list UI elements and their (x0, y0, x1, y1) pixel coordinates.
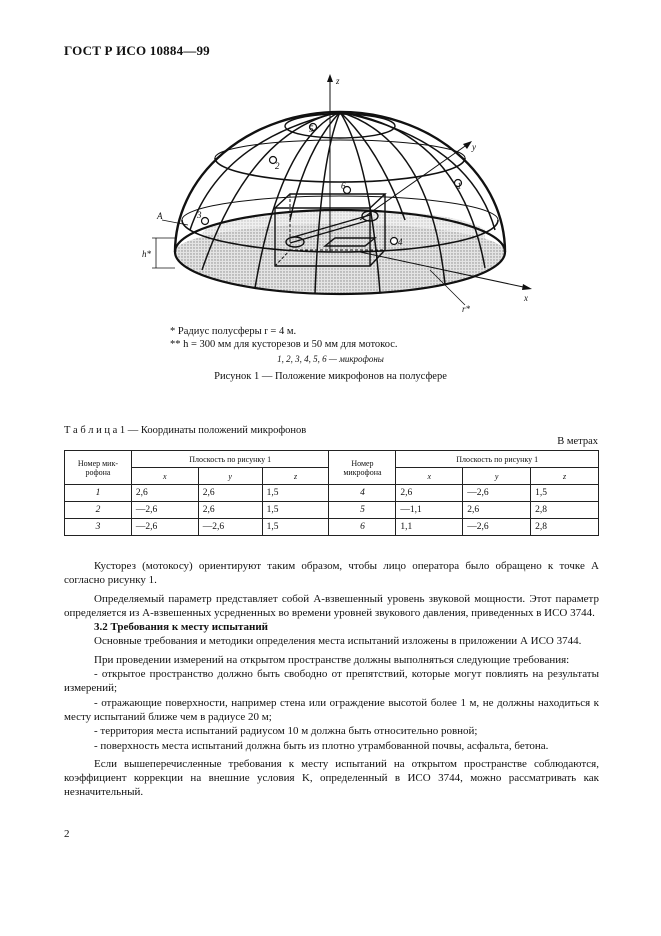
paragraph: Определяемый параметр представляет собой A-взвешенный уровень звуковой мощности. Этот параметр определяется из A-взвешенных усредненных во времени уровней звукового давления, приведенных в ИСО 3744. (64, 592, 599, 619)
cell-mic-2: 6 (329, 519, 396, 536)
cell-y: 2,6 (198, 485, 262, 502)
cell-z-2: 2,8 (531, 502, 599, 519)
table-unit: В метрах (557, 436, 598, 447)
hemisphere-figure (130, 70, 550, 325)
col-mic-header: Номер мик-рофона (65, 451, 132, 485)
col-x: x (131, 468, 198, 485)
figure-legend: 1, 2, 3, 4, 5, 6 — микрофоны (277, 354, 384, 364)
cell-mic: 1 (65, 485, 132, 502)
table-row (65, 485, 599, 502)
list-item: - отражающие поверхности, например стена или ограждение высотой более 1 м, не должны находиться к месту испытаний ближе чем в радиусе 20 м; (64, 696, 599, 723)
table-header-row (65, 451, 599, 468)
list-item: - поверхность места испытаний должна быть из плотно утрамбованной почвы, асфальта, бетона. (94, 739, 549, 752)
coordinates-table (64, 450, 599, 536)
z-axis-arrow (327, 74, 333, 82)
label-mic-2: 2 (275, 161, 280, 171)
cell-x: —2,6 (131, 519, 198, 536)
label-z: z (336, 76, 340, 86)
label-mic-3: 3 (197, 210, 202, 220)
cell-z: 1,5 (262, 485, 329, 502)
cell-mic: 3 (65, 519, 132, 536)
y-axis-arrow (463, 141, 472, 149)
paragraph: Кусторез (мотокосу) ориентируют таким образом, чтобы лицо оператора было обращено к точке A согласно рисунку 1. (64, 560, 599, 587)
note-radius: * Радиус полусферы r = 4 м. (170, 326, 297, 337)
table-row (65, 519, 599, 536)
cell-x-2: —1,1 (396, 502, 463, 519)
label-r: r* (462, 304, 471, 314)
label-mic-1: 1 (457, 181, 462, 191)
cell-mic: 2 (65, 502, 132, 519)
cell-x-2: 2,6 (396, 485, 463, 502)
col-plane-header-2: Плоскость по рисунку 1 (396, 451, 599, 468)
body-text (64, 559, 599, 800)
label-h: h* (142, 249, 151, 259)
cell-z: 1,5 (262, 519, 329, 536)
col-mic-header-2: Номер микрофона (329, 451, 396, 485)
y-axis (360, 144, 468, 220)
cell-x: —2,6 (131, 502, 198, 519)
section-heading: 3.2 Требования к месту испытаний (94, 621, 269, 634)
cell-y-2: —2,6 (463, 519, 531, 536)
label-a: A (157, 211, 163, 221)
paragraph: Основные требования и методики определения места испытаний изложены в приложении А ИСО 3744. (94, 635, 582, 648)
cell-z: 1,5 (262, 502, 329, 519)
paragraph: Если вышеперечисленные требования к месту испытаний на открытом пространстве соблюдаются, коэффициент коррекции на внешние условия K, определенный в ИСО 3744, можно рассматривать как незначительный. (64, 757, 599, 799)
cell-y: —2,6 (198, 519, 262, 536)
cell-mic-2: 4 (329, 485, 396, 502)
table-title: Т а б л и ц а 1 — Координаты положений микрофонов (64, 425, 307, 436)
label-x: x (524, 293, 528, 303)
col-x-2: x (396, 468, 463, 485)
list-item: - открытое пространство должно быть свободно от препятствий, которые могут повлиять на результаты измерений; (64, 668, 599, 695)
cell-z-2: 1,5 (531, 485, 599, 502)
x-axis-arrow (522, 284, 532, 290)
cell-y-2: —2,6 (463, 485, 531, 502)
label-y: y (472, 142, 476, 152)
label-mic-6: 6 (341, 181, 346, 191)
list-item: - территория места испытаний радиусом 10 м должна быть относительно ровной; (94, 725, 478, 738)
label-mic-5: 5 (309, 124, 314, 134)
page-number: 2 (64, 828, 70, 840)
col-z-2: z (531, 468, 599, 485)
document-header: ГОСТ Р ИСО 10884—99 (64, 43, 210, 58)
cell-y-2: 2,6 (463, 502, 531, 519)
cell-z-2: 2,8 (531, 519, 599, 536)
col-plane-header: Плоскость по рисунку 1 (131, 451, 329, 468)
label-mic-4: 4 (398, 237, 403, 247)
col-y: y (198, 468, 262, 485)
figure-caption: Рисунок 1 — Положение микрофонов на полусфере (214, 371, 447, 382)
col-z: z (262, 468, 329, 485)
a-leader (162, 220, 188, 225)
cell-mic-2: 5 (329, 502, 396, 519)
paragraph: При проведении измерений на открытом пространстве должны выполняться следующие требования: (94, 653, 570, 666)
cell-x-2: 1,1 (396, 519, 463, 536)
cell-x: 2,6 (131, 485, 198, 502)
table-row (65, 502, 599, 519)
cell-y: 2,6 (198, 502, 262, 519)
note-height: ** h = 300 мм для кусторезов и 50 мм для мотокос. (170, 339, 398, 350)
col-y-2: y (463, 468, 531, 485)
